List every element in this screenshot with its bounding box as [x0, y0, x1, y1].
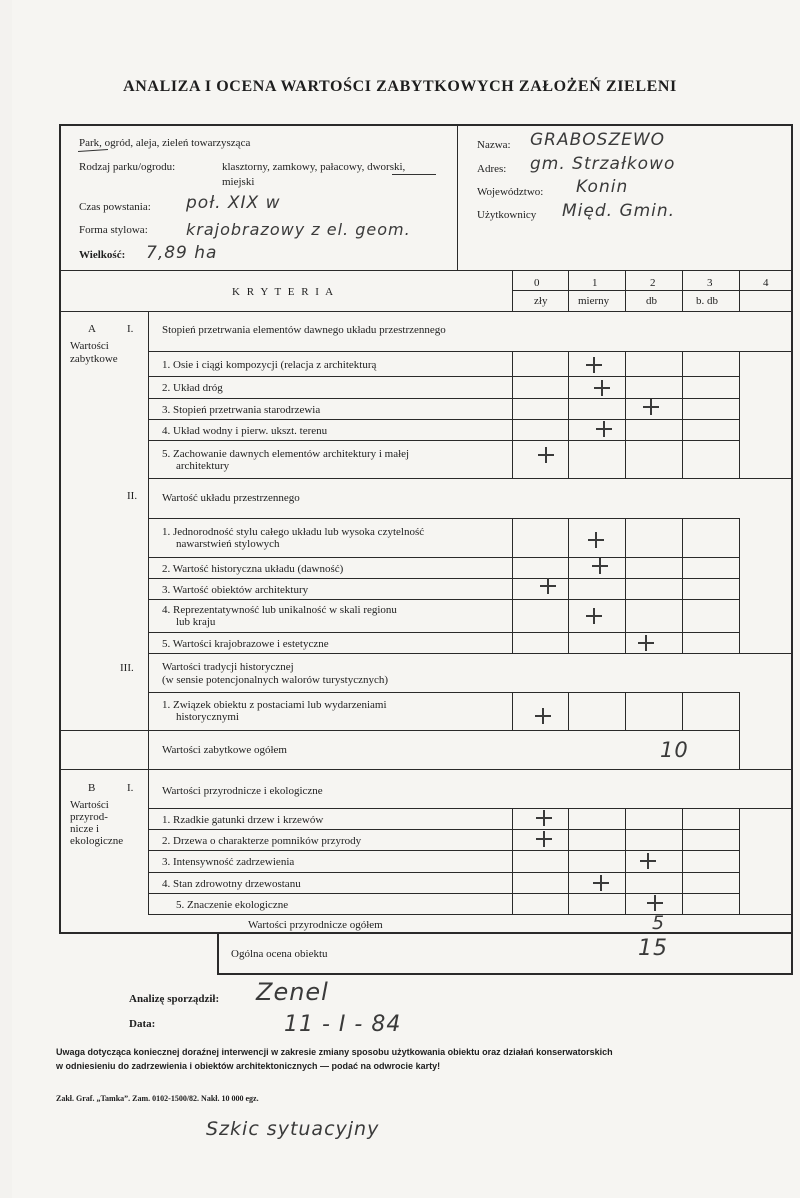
overall-label: Ogólna ocena obiektu: [231, 948, 328, 960]
a-row-7-mark: [590, 556, 610, 576]
col-line: [568, 518, 569, 653]
style-label: Forma stylowa:: [79, 224, 148, 236]
address-value: gm. Strzałkowo: [530, 154, 676, 174]
a-row-10: 5. Wartości krajobrazowe i estetyczne: [162, 638, 329, 650]
b-row-5-mark: [645, 893, 665, 913]
col-line: [625, 351, 626, 478]
a-row-10-mark: [636, 633, 656, 653]
row-line: [148, 478, 792, 479]
col-line: [682, 270, 683, 311]
col-line: [739, 808, 740, 914]
col4-num: 4: [763, 277, 769, 289]
col1-num: 1: [592, 277, 598, 289]
a-row-1-mark: [584, 355, 604, 375]
note-line-2: w odniesieniu do zadrzewienia i obiektów architektonicznych — podać na odwrocie karty!: [56, 1061, 441, 1071]
col-line: [682, 518, 683, 653]
section-a-bottom: [60, 769, 792, 770]
section-b-title: Wartości przyrodnicze i ekologiczne: [162, 785, 323, 797]
b-row-2: 2. Drzewa o charakterze pomników przyrody: [162, 835, 362, 847]
row-line: [148, 351, 792, 352]
col-line: [682, 351, 683, 478]
type-label: Rodzaj parku/ogrodu:: [79, 161, 176, 173]
row-line: [148, 692, 739, 693]
col-line: [625, 270, 626, 311]
date-value: 11 - I - 84: [284, 1012, 402, 1037]
section-a-group1-num: I.: [127, 323, 134, 335]
section-b-code: B: [88, 782, 96, 794]
group3-subtitle: (w sensie potencjonalnych walorów turystycznych): [162, 674, 389, 686]
group2-title: Wartość układu przestrzennego: [162, 492, 300, 504]
a-row-3-mark: [641, 397, 661, 417]
criteria-bottom-line: [60, 311, 792, 312]
voivodeship-value: Konin: [576, 177, 629, 197]
b-row-4-mark: [591, 873, 611, 893]
criteria-label: K R Y T E R I A: [232, 286, 336, 298]
b-total-label: Wartości przyrodnicze ogółem: [248, 919, 383, 931]
overall-value: 15: [638, 936, 668, 961]
row-line: [148, 376, 739, 377]
a-row-3: 3. Stopień przetrwania starodrzewia: [162, 404, 321, 416]
col-line: [625, 692, 626, 730]
size-label: Wielkość:: [79, 249, 126, 261]
a-row-8-mark: [538, 576, 558, 596]
section-b-name-4: ekologiczne: [70, 835, 124, 847]
col-line: [512, 692, 513, 730]
col-line: [739, 351, 740, 478]
col0-name: zły: [534, 295, 548, 307]
a-row-11b: historycznymi: [176, 711, 239, 723]
col0-num: 0: [534, 277, 540, 289]
dworski-underline: [392, 174, 436, 175]
col-line: [625, 518, 626, 653]
a-total-value: 10: [660, 738, 689, 762]
group3-title: Wartości tradycji historycznej: [162, 661, 294, 673]
section-a-group2-num: II.: [127, 490, 138, 502]
a-row-6-mark: [586, 530, 606, 550]
b-row-5: 5. Znaczenie ekologiczne: [176, 899, 289, 911]
b-row-3: 3. Intensywność zadrzewienia: [162, 856, 295, 868]
name-label: Nazwa:: [477, 139, 511, 151]
col-line: [682, 808, 683, 914]
users-label: Użytkownicy: [477, 209, 537, 221]
col-line: [568, 270, 569, 311]
row-line: [148, 419, 739, 420]
type-options-2: miejski: [222, 176, 255, 188]
col2-name: db: [646, 295, 657, 307]
a-row-9b: lub kraju: [176, 616, 216, 628]
col3-num: 3: [707, 277, 713, 289]
row-line: [148, 599, 739, 600]
author-label: Analizę sporządził:: [129, 993, 220, 1005]
a-row-7: 2. Wartość historyczna układu (dawność): [162, 563, 344, 575]
section-b-name-3: nicze i: [70, 823, 100, 835]
a-row-4-mark: [594, 419, 614, 439]
header-divider: [457, 125, 458, 270]
section-a-divider: [148, 311, 149, 769]
section-b-name-2: przyrod-: [70, 811, 108, 823]
a-row-11-mark: [533, 706, 553, 726]
col2-num: 2: [650, 277, 656, 289]
section-a-code: A: [88, 323, 96, 335]
note-line-1: Uwaga dotycząca koniecznej doraźnej interwencji w zakresie zmiany sposobu użytkowania obiektu oraz działań konserwatorskich: [56, 1047, 613, 1057]
a-row-1: 1. Osie i ciągi kompozycji (relacja z architekturą: [162, 359, 377, 371]
col-line: [739, 270, 740, 311]
a-row-5: 5. Zachowanie dawnych elementów architektury i małej: [162, 448, 410, 460]
row-line: [148, 557, 739, 558]
type-options: klasztorny, zamkowy, pałacowy, dworski,: [222, 161, 406, 173]
date-label: Data:: [129, 1018, 156, 1030]
author-signature: Zenel: [256, 978, 329, 1006]
period-label: Czas powstania:: [79, 201, 151, 213]
section-b-name-1: Wartości: [70, 799, 109, 811]
b-total-value: 5: [652, 912, 666, 934]
a-total-label: Wartości zabytkowe ogółem: [162, 744, 287, 756]
row-line: [60, 730, 739, 731]
a-row-6b: nawarstwień stylowych: [176, 538, 280, 550]
col-line: [739, 518, 740, 653]
col-line: [739, 692, 740, 769]
b-row-2-mark: [534, 829, 554, 849]
users-value: Międ. Gmin.: [562, 201, 676, 221]
b-row-1-mark: [534, 808, 554, 828]
a-row-11: 1. Związek obiektu z postaciami lub wydarzeniami: [162, 699, 387, 711]
kind-label: Park, ogród, aleja, zieleń towarzysząca: [79, 137, 251, 149]
row-line: [148, 653, 792, 654]
row-line: [148, 578, 739, 579]
form-title: ANALIZA I OCENA WARTOŚCI ZABYTKOWYCH ZAŁOŻEŃ ZIELENI: [123, 78, 677, 95]
row-line: [148, 872, 739, 873]
a-row-2: 2. Układ dróg: [162, 382, 223, 394]
row-line: [148, 914, 792, 915]
col1-name: mierny: [578, 295, 610, 307]
a-row-9: 4. Reprezentatywność lub unikalność w skali regionu: [162, 604, 397, 616]
a-row-5-mark: [536, 445, 556, 465]
section-a-group3-num: III.: [120, 662, 134, 674]
printer-info: Zakł. Graf. „Tamka”. Zam. 0102-1500/82. Nakł. 10 000 egz.: [56, 1094, 259, 1103]
section-a-name: Wartości zabytkowe: [70, 340, 118, 365]
group1-title: Stopień przetrwania elementów dawnego układu przestrzennego: [162, 324, 446, 336]
voivodeship-label: Województwo:: [477, 186, 544, 198]
row-line: [148, 808, 792, 809]
period-value: poł. XIX w: [186, 193, 281, 213]
col-line: [512, 518, 513, 653]
col-line: [568, 808, 569, 914]
a-row-9-mark: [584, 606, 604, 626]
col-line: [568, 351, 569, 478]
section-b-group-num: I.: [127, 782, 134, 794]
col-line: [512, 808, 513, 914]
handwritten-note: Szkic sytuacyjny: [206, 1118, 380, 1140]
row-line: [148, 518, 739, 519]
row-line: [148, 440, 739, 441]
a-row-2-mark: [592, 378, 612, 398]
b-row-4: 4. Stan zdrowotny drzewostanu: [162, 878, 301, 890]
a-row-8: 3. Wartość obiektów architektury: [162, 584, 309, 596]
a-row-4: 4. Układ wodny i pierw. ukszt. terenu: [162, 425, 328, 437]
criteria-subline: [512, 290, 792, 291]
col-line: [568, 692, 569, 730]
a-row-5b: architektury: [176, 460, 230, 472]
col-line: [512, 270, 513, 311]
address-label: Adres:: [477, 163, 507, 175]
col-line: [512, 351, 513, 478]
col3-name: b. db: [696, 295, 718, 307]
col-line: [682, 692, 683, 730]
col-line: [625, 808, 626, 914]
b-row-3-mark: [638, 851, 658, 871]
b-row-1: 1. Rzadkie gatunki drzew i krzewów: [162, 814, 324, 826]
size-value: 7,89 ha: [146, 243, 218, 263]
style-value: krajobrazowy z el. geom.: [186, 220, 411, 239]
a-row-6: 1. Jednorodność stylu całego układu lub wysoka czytelność: [162, 526, 425, 538]
name-value: GRABOSZEWO: [530, 130, 666, 150]
row-line: [148, 829, 739, 830]
